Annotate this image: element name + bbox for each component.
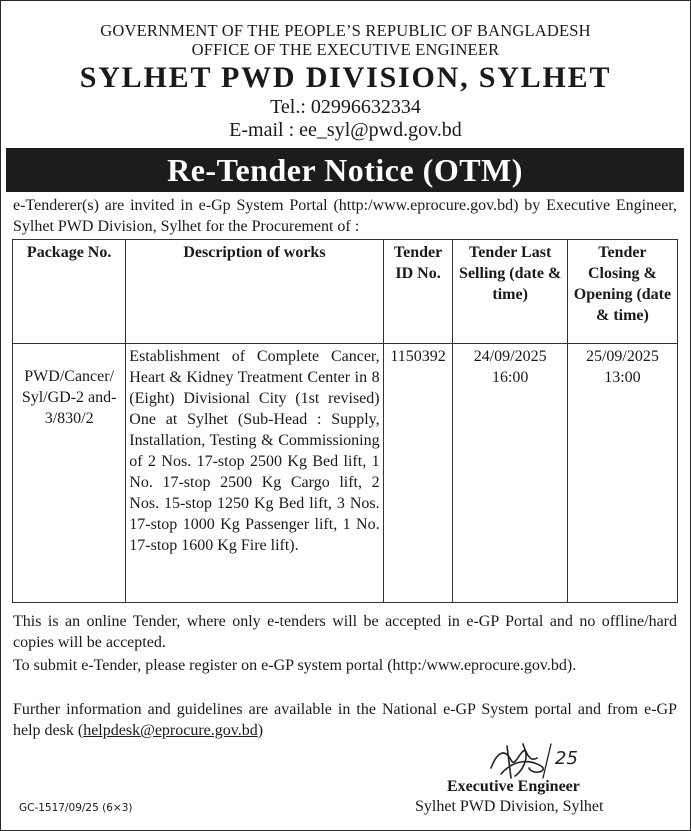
division-title: SYLHET PWD DIVISION, SYLHET xyxy=(79,61,612,94)
signatory-title: Executive Engineer xyxy=(447,778,580,795)
helpdesk-email-link[interactable]: helpdesk@eprocure.gov.bd xyxy=(83,722,258,739)
header-package-no: Package No. xyxy=(13,240,126,344)
selling-date: 24/09/2025 xyxy=(473,348,547,365)
notice-header xyxy=(1,21,690,142)
signature-date-mark: 25 xyxy=(555,748,578,769)
table-header-row xyxy=(13,240,678,344)
online-tender-paragraph: This is an online Tender, where only e-tenders will be accepted in e-GP Portal and no offline/hard copies will be accepted. xyxy=(13,613,677,651)
handwritten-signature xyxy=(471,738,601,782)
package-cell xyxy=(13,344,126,603)
closing-time: 13:00 xyxy=(604,369,641,386)
tender-id-cell: 1150392 xyxy=(383,344,453,603)
closing-date: 25/09/2025 xyxy=(585,348,659,365)
help-text: Further information and guidelines are available in the National e-GP System portal and from e-GP help desk ( xyxy=(13,701,677,739)
reference-code: GC-1517/09/25 (6×3) xyxy=(19,802,133,814)
help-text-end: ) xyxy=(257,722,264,739)
header-last-selling: Tender Last Selling (date & time) xyxy=(453,240,567,344)
selling-cell xyxy=(453,344,567,603)
notice-title-banner: Re-Tender Notice (OTM) xyxy=(6,148,684,192)
intro-paragraph: e-Tenderer(s) are invited in e-Gp System Portal (http:/www.eprocure.gov.bd) by Executive Engineer, Sylhet PWD Division, Sylhet for the Procurement of : xyxy=(13,197,677,235)
telephone-line: Tel.: 02996632334 xyxy=(270,96,421,118)
closing-cell xyxy=(567,344,677,603)
help-paragraph xyxy=(13,699,677,741)
government-line: GOVERNMENT OF THE PEOPLE’S REPUBLIC OF BANGLADESH xyxy=(100,21,591,40)
header-closing-opening: Tender Closing & Opening (date & time) xyxy=(567,240,677,344)
header-description: Description of works xyxy=(126,240,383,344)
email-line: E-mail : ee_syl@pwd.gov.bd xyxy=(229,119,462,141)
table-row xyxy=(13,344,678,603)
works-table xyxy=(12,239,678,603)
package-no: PWD/Cancer/ Syl/GD-2 and-3/830/2 xyxy=(21,368,117,427)
office-line: OFFICE OF THE EXECUTIVE ENGINEER xyxy=(191,40,500,59)
description-cell: Establishment of Complete Cancer, Heart & Kidney Treatment Center in 8 (Eight) Divisional City (1st revised) One at Sylhet (Sub-Head : Supply, Installation, Testing & Commissioning of 2 Nos. 17-stop 2500 Kg Bed lift, 1 No. 17-stop 2500 Kg Cargo lift, 2 Nos. 15-stop 1250 Kg Bed lift, 3 Nos. 17-stop 1000 Kg Passenger lift, 1 No. 17-stop 1600 Kg Fire lift). xyxy=(126,344,383,603)
selling-time: 16:00 xyxy=(491,369,529,386)
header-tender-id: Tender ID No. xyxy=(383,240,453,344)
register-paragraph: To submit e-Tender, please register on e-GP system portal (http:/www.eprocure.gov.bd). xyxy=(13,657,577,674)
signatory-office: Sylhet PWD Division, Sylhet xyxy=(415,798,604,815)
